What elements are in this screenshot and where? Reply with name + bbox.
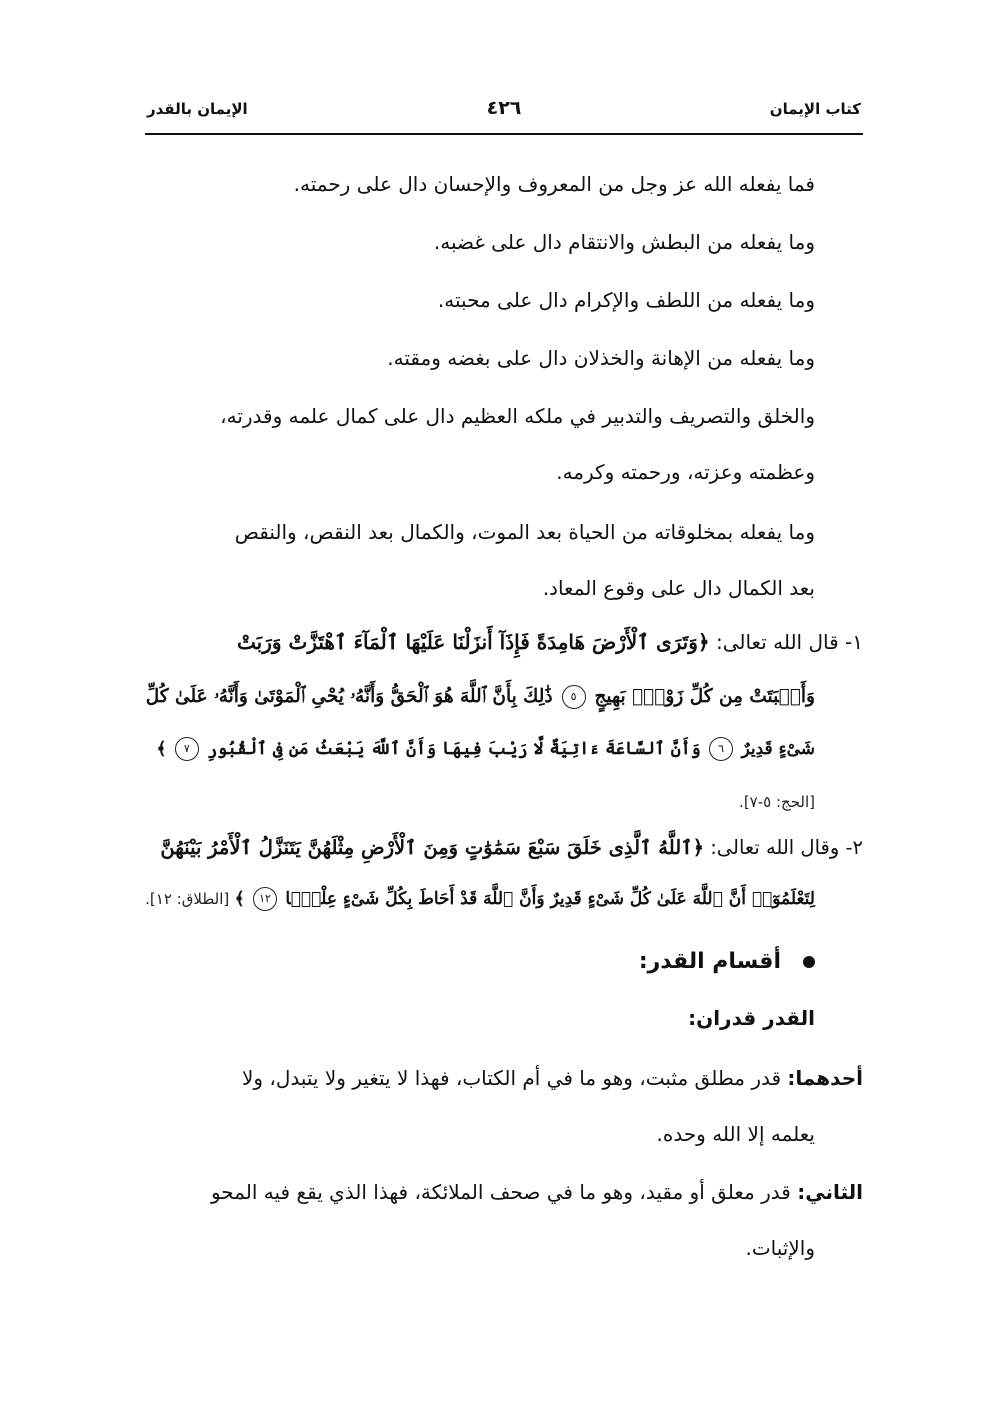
verse1-line2 <box>146 682 863 712</box>
second-type-label: الثاني: <box>797 1180 863 1204</box>
verse1-text-line2b: ذَٰلِكَ بِأَنَّ ٱللَّهَ هُوَ ٱلْحَقُّ وَأَنَّهُۥ يُحْىِ ٱلْمَوْتَىٰ وَأَنَّهُۥ عَلَىٰ كُلِّ <box>145 686 553 707</box>
verse1-text-line3b: وَأَنَّ ٱلسَّاعَةَ ءَاتِيَةٌ لَّا رَيْبَ فِيهَا وَأَنَّ ٱللَّهَ يَبْعَثُ مَن فِى ٱلْقُبُورِ <box>207 739 701 759</box>
verse2-citation: [الطلاق: ١٢]. <box>145 890 230 908</box>
second-type-text: قدر معلق أو مقيد، وهو ما في صحف الملائكة، فهذا الذي يقع فيه المحو <box>210 1180 791 1204</box>
page-header <box>145 96 863 130</box>
paragraph-rahma: فما يفعله الله عز وجل من المعروف والإحسان دال على رحمته. <box>293 172 815 196</box>
ayah-number-icon: ٦ <box>709 737 733 761</box>
section-heading-row <box>639 944 863 979</box>
verse1-text-line3a: شَىْءٍ قَدِيرٌ <box>741 739 815 759</box>
ayah-number-icon: ٧ <box>175 737 199 761</box>
ayah-number-icon: ٥ <box>562 685 586 709</box>
verse1-close-bracket: ﴾ <box>156 739 167 759</box>
verse1-intro: قال الله تعالى: <box>715 630 839 654</box>
first-type-label: أحدهما: <box>787 1066 863 1090</box>
second-type-line2: والإثبات. <box>745 1236 815 1260</box>
ayah-number-icon: ١٢ <box>253 887 277 911</box>
first-type-line2: يعلمه إلا الله وحده. <box>656 1122 815 1146</box>
paragraph-khalq-line2: وعظمته وعزته، ورحمته وكرمه. <box>556 460 815 484</box>
verse2-text-line2: لِتَعْلَمُوٓا۟ أَنَّ ٱللَّهَ عَلَىٰ كُلِّ شَىْءٍ قَدِيرٌ وَأَنَّ ٱللَّهَ قَدْ أَحَاطَ بِكُلِّ شَىْءٍ عِلْمًۢا <box>285 889 815 909</box>
paragraph-ghadab: وما يفعله من البطش والانتقام دال على غضبه. <box>433 230 815 254</box>
verse1-line1 <box>237 626 863 658</box>
verse2-intro: وقال الله تعالى: <box>710 836 840 859</box>
verse1-line3 <box>156 736 863 763</box>
verse1-text-line2a: وَأَنۢبَتَتْ مِن كُلِّ زَوْجٍۭ بَهِيجٍ <box>594 686 815 707</box>
first-type-line1 <box>242 1062 863 1094</box>
paragraph-maad-line1: وما يفعله بمخلوقاته من الحياة بعد الموت، والكمال بعد النقص، والنقص <box>234 520 815 544</box>
verse2-line2 <box>145 886 863 913</box>
paragraph-maqt: وما يفعله من الإهانة والخذلان دال على بغضه ومقته. <box>387 346 815 370</box>
first-type-text: قدر مطلق مثبت، وهو ما في أم الكتاب، فهذا لا يتغير ولا يتبدل، ولا <box>241 1066 782 1090</box>
paragraph-khalq-line1: والخلق والتصريف والتدبير في ملكه العظيم دال على كمال علمه وقدرته، <box>220 404 815 428</box>
section-heading: أقسام القدر: <box>638 949 781 974</box>
page-number: ٤٢٦ <box>486 97 522 119</box>
paragraph-maad-line2: بعد الكمال دال على وقوع المعاد. <box>542 576 815 600</box>
book-title: كتاب الإيمان <box>769 100 861 118</box>
verse1-number: ١- <box>845 630 863 654</box>
verse2-line1 <box>160 832 863 863</box>
second-type-line1 <box>211 1176 863 1208</box>
verse2-text-line1: ﴿ٱللَّهُ ٱلَّذِى خَلَقَ سَبْعَ سَمَٰوَٰتٍ وَمِنَ ٱلْأَرْضِ مِثْلَهُنَّ يَتَنَزَّلُ ٱلْأَمْرُ بَيْنَهُنَّ <box>160 836 704 859</box>
paragraph-mahabba: وما يفعله من اللطف والإكرام دال على محبته. <box>437 288 815 312</box>
chapter-title: الإيمان بالقدر <box>147 100 248 118</box>
header-divider <box>145 133 863 135</box>
verse2-close-bracket: ﴾ <box>234 889 245 909</box>
verse1-text-line1: ﴿وَتَرَى ٱلْأَرْضَ هَامِدَةً فَإِذَآ أَنزَلْنَا عَلَيْهَا ٱلْمَآءَ ٱهْتَزَّتْ وَرَبَتْ <box>237 630 710 654</box>
verse1-citation-line <box>739 784 863 816</box>
section-subheading: القدر قدران: <box>688 1006 815 1030</box>
verse2-number: ٢- <box>845 836 863 859</box>
bullet-icon <box>803 956 815 968</box>
verse1-citation: [الحج: ٥-٧]. <box>739 793 815 811</box>
